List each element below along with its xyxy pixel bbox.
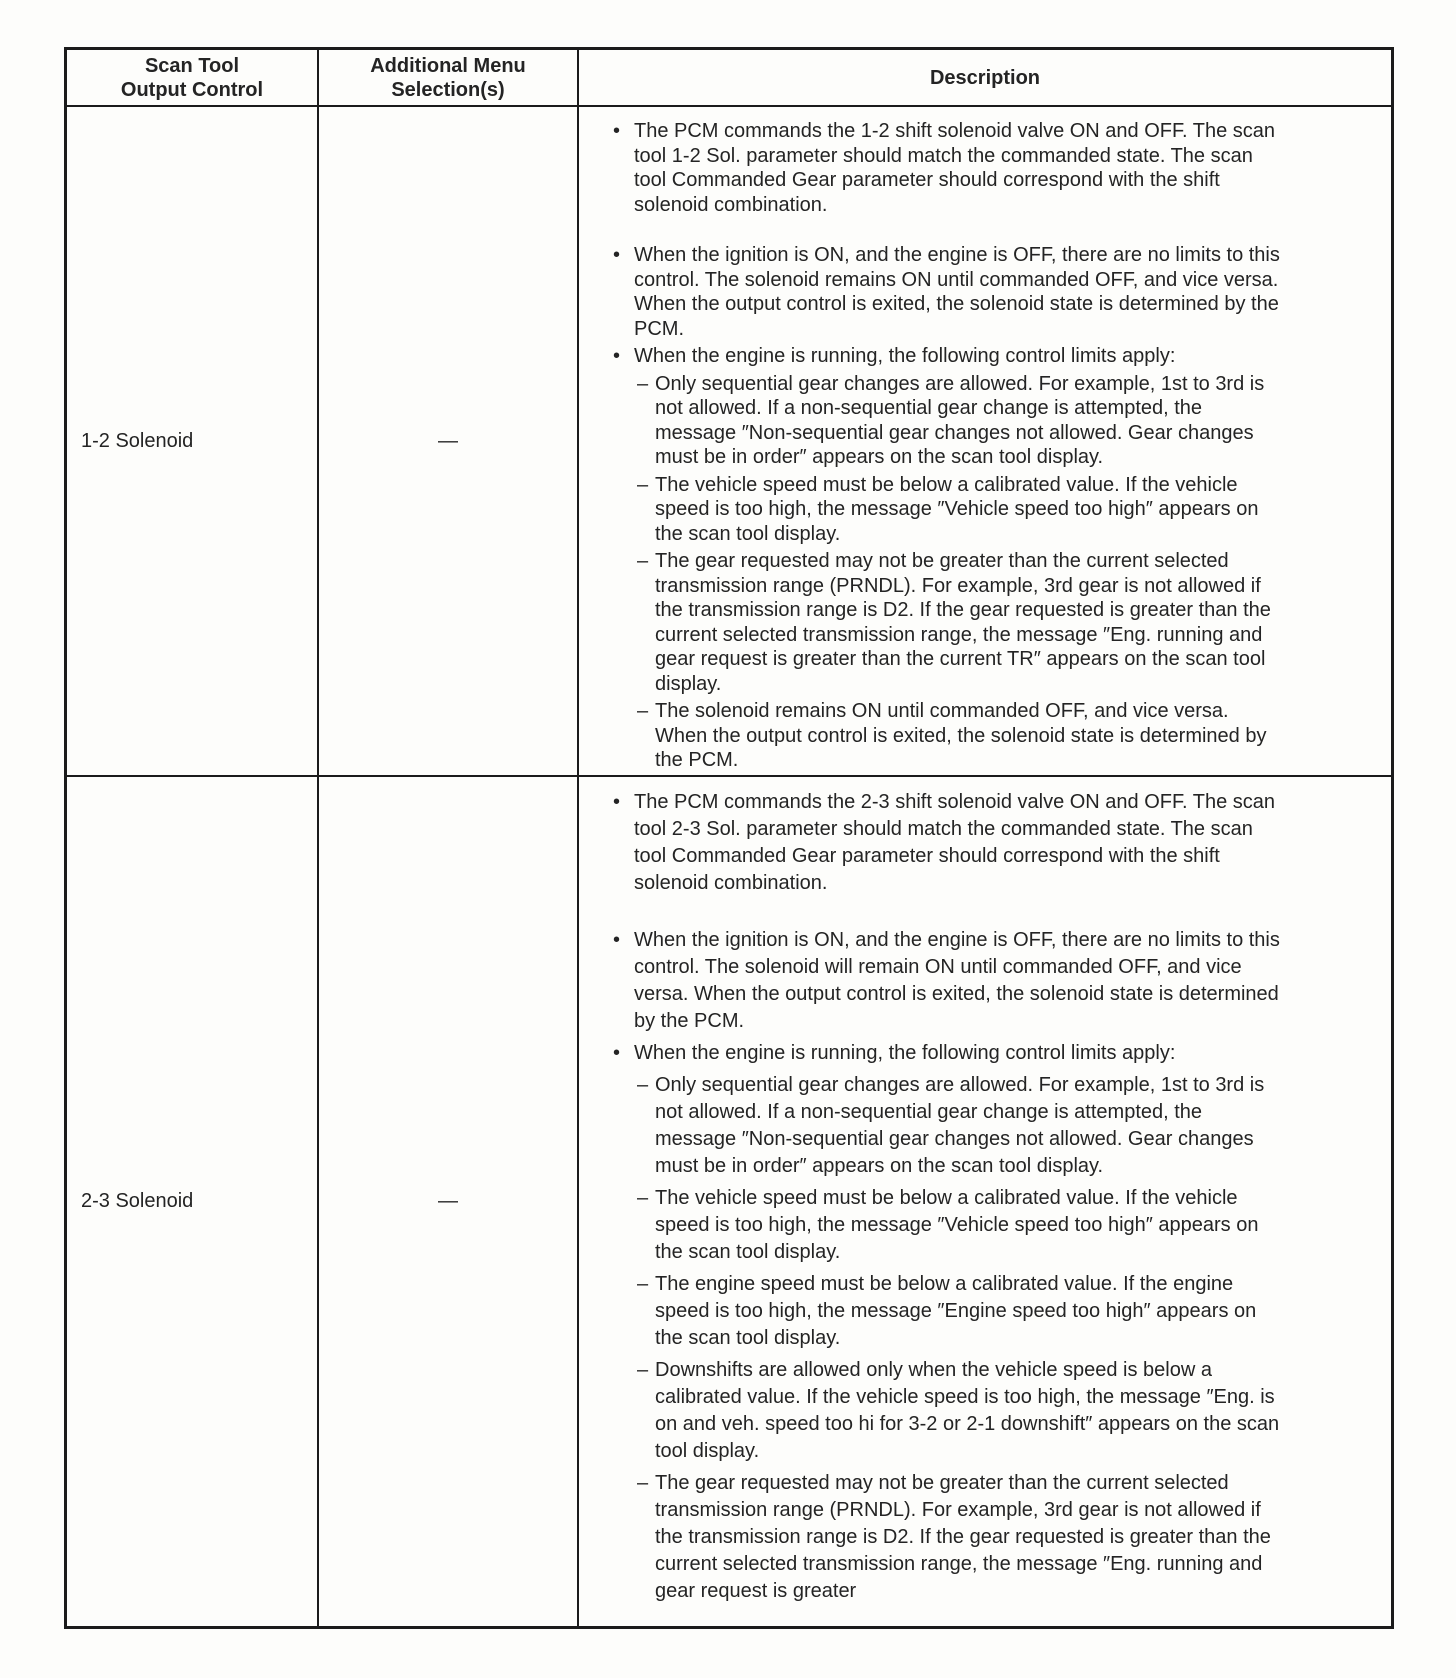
description-item <box>637 549 1286 696</box>
description-text: The solenoid remains ON until commanded OFF, and vice versa. When the output control is exited, the solenoid state is determined by the PCM. <box>655 700 1267 771</box>
description-item <box>613 119 1286 217</box>
description-text: When the engine is running, the following control limits apply: <box>634 1042 1176 1064</box>
description-text: When the ignition is ON, and the engine is OFF, there are no limits to this control. The solenoid remains ON until commanded OFF, and vice versa. When the output control is exited, the solenoid state is determined by the PCM. <box>634 244 1280 340</box>
dash-icon: – <box>637 473 649 496</box>
menu-selection-cell <box>317 777 577 1626</box>
description-text: Downshifts are allowed only when the vehicle speed is below a calibrated value. If the vehicle speed is too high, the message ″Eng. is on and veh. speed too hi for 3-2 or 2-1 downshift″ appears on the scan tool display. <box>655 1359 1280 1462</box>
bullet-icon: • <box>613 244 621 266</box>
dash-icon: – <box>637 1359 649 1381</box>
description-text: When the ignition is ON, and the engine is OFF, there are no limits to this control. The solenoid will remain ON until commanded OFF, and vice versa. When the output control is exited, the solenoid state is determined by the PCM. <box>634 929 1280 1032</box>
description-text: The gear requested may not be greater than the current selected transmission range (PRNDL). For example, 3rd gear is not allowed if the transmission range is D2. If the gear requested is greater than the current selected transmission range, the message ″Eng. running and gear request is greater <box>655 1472 1271 1602</box>
description-text: Only sequential gear changes are allowed. For example, 1st to 3rd is not allowed. If a non-sequential gear change is attempted, the message ″Non-sequential gear changes not allowed. Gear changes must be in order″ appears on the scan tool display. <box>655 1074 1265 1177</box>
description-text: The PCM commands the 1-2 shift solenoid valve ON and OFF. The scan tool 1-2 Sol. parameter should match the commanded state. The scan tool Commanded Gear parameter should correspond with the shift solenoid combination. <box>634 120 1276 216</box>
dash-icon: – <box>637 1472 649 1494</box>
description-item <box>637 1072 1286 1180</box>
description-item <box>637 1470 1286 1605</box>
header-description <box>577 50 1391 105</box>
output-control-name: 2-3 Solenoid <box>81 1190 194 1212</box>
header-line: Output Control <box>120 78 264 101</box>
description-text: The PCM commands the 2-3 shift solenoid valve ON and OFF. The scan tool 2-3 Sol. parameter should match the commanded state. The scan tool Commanded Gear parameter should correspond with the shift solenoid combination. <box>634 791 1276 894</box>
description-item <box>613 243 1286 341</box>
description-text: The engine speed must be below a calibrated value. If the engine speed is too high, the message ″Engine speed too high″ appears on the scan tool display. <box>655 1273 1257 1349</box>
description-item <box>637 1271 1286 1352</box>
output-control-name: 1-2 Solenoid <box>81 429 194 452</box>
header-line: Description <box>929 66 1041 89</box>
bullet-icon: • <box>613 791 621 813</box>
menu-selection-cell <box>317 107 577 775</box>
table-header-row <box>67 50 1391 105</box>
description-item <box>637 1357 1286 1465</box>
menu-selection-value: — <box>438 1190 458 1212</box>
header-line: Selection(s) <box>391 78 505 101</box>
description-text: Only sequential gear changes are allowed. For example, 1st to 3rd is not allowed. If a non-sequential gear change is attempted, the message ″Non-sequential gear changes not allowed. Gear changes must be in order″ appears on the scan tool display. <box>655 372 1265 468</box>
output-control-cell <box>67 777 317 1626</box>
description-cell <box>577 777 1391 1626</box>
description-item <box>637 473 1286 547</box>
description-item <box>637 1185 1286 1266</box>
description-item <box>613 789 1286 897</box>
bullet-icon: • <box>613 120 621 142</box>
header-line: Scan Tool <box>144 54 240 77</box>
description-text: When the engine is running, the following control limits apply: <box>634 345 1176 367</box>
description-item <box>613 927 1286 1035</box>
bullet-icon: • <box>613 929 621 951</box>
description-item <box>637 372 1286 470</box>
table-row <box>67 105 1391 775</box>
description-item <box>613 1040 1286 1067</box>
description-text: The gear requested may not be greater than the current selected transmission range (PRNDL). For example, 3rd gear is not allowed if the transmission range is D2. If the gear requested is greater than the current selected transmission range, the message ″Eng. running and gear request is greater than the current TR″ appears on the scan tool display. <box>655 550 1271 695</box>
table-row <box>67 775 1391 1626</box>
menu-selection-value: — <box>438 429 458 452</box>
description-text: The vehicle speed must be below a calibrated value. If the vehicle speed is too high, the message ″Vehicle speed too high″ appears on the scan tool display. <box>655 1187 1259 1263</box>
dash-icon: – <box>637 700 649 722</box>
dash-icon: – <box>637 1273 649 1295</box>
dash-icon: – <box>637 372 649 395</box>
description-item <box>613 344 1286 369</box>
bullet-icon: • <box>613 345 621 367</box>
description-cell <box>577 107 1391 775</box>
description-text: The vehicle speed must be below a calibrated value. If the vehicle speed is too high, the message ″Vehicle speed too high″ appears on the scan tool display. <box>655 473 1259 545</box>
description-item <box>637 699 1286 773</box>
output-control-cell <box>67 107 317 775</box>
scan-tool-output-control-table <box>64 47 1394 1629</box>
header-scan-tool-output-control <box>67 50 317 105</box>
dash-icon: – <box>637 550 649 572</box>
header-line: Additional Menu <box>370 54 526 77</box>
dash-icon: – <box>637 1187 649 1209</box>
dash-icon: – <box>637 1074 649 1096</box>
bullet-icon: • <box>613 1042 621 1064</box>
header-additional-menu-selections <box>317 50 577 105</box>
